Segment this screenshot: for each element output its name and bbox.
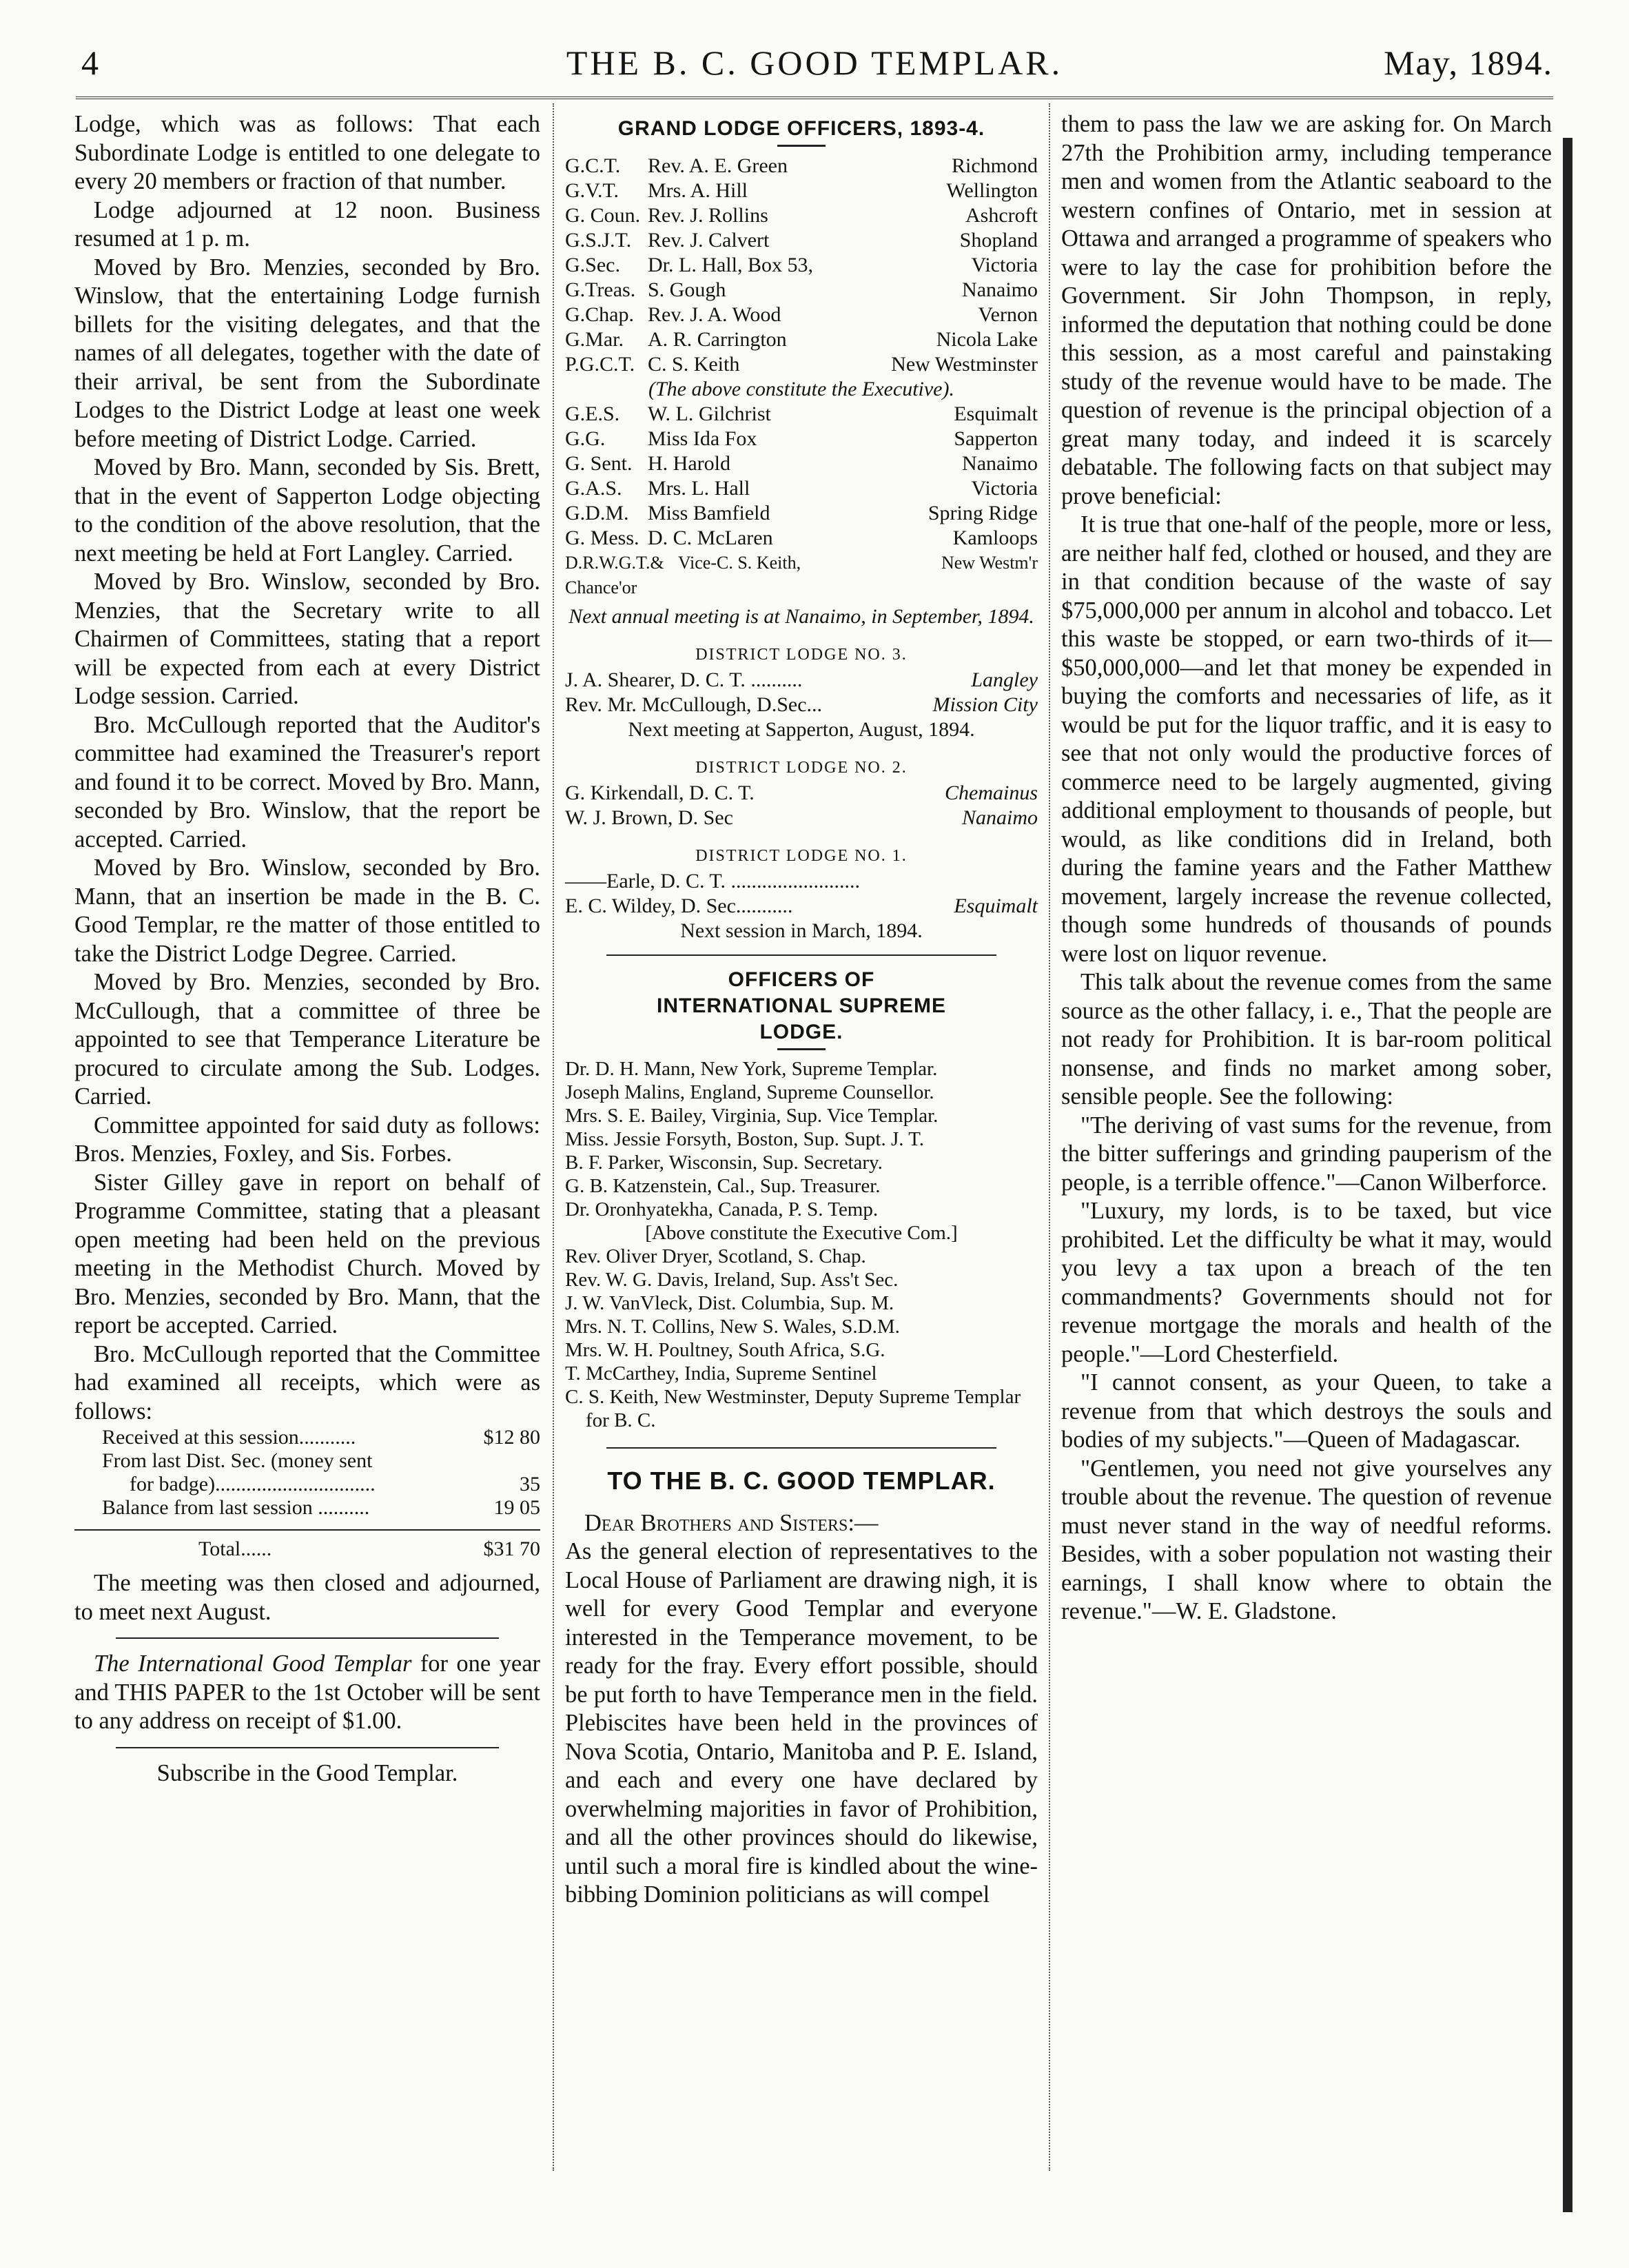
paragraph: It is true that one-half of the people, more or less, are neither half fed, clothed or housed, and they are in that condition because of the waste of say $75,000,000 per annum in alcohol and tobacco. Let this waste be stopped, or earn two-thirds of it—$50,000,000—and let that money be expended in buying the comforts and necessaries of life, as it would be put for the liquor traffic, and it is easy to see that not only would the productive forces of commerce need to be largely augmented, giving additional employment to thousands of people, but would, as like conditions did in Ireland, both during the famine years and the Father Matthew movement, largely increase the revenue collected, though some hundreds of thousands of pounds were lost on liquor revenue. xyxy=(1061,511,1552,967)
paragraph: Moved by Bro. Winslow, seconded by Bro. Menzies, that the Secretary write to all Chairmen of Committees, stating that a report will be expected from each at every District Lodge session. Carried. xyxy=(74,569,540,709)
divider xyxy=(606,1447,996,1449)
officer-place: Esquimalt xyxy=(954,402,1038,425)
officer-row xyxy=(565,806,1038,830)
officer-name: D. C. McLaren xyxy=(648,527,773,549)
officer-row xyxy=(565,253,1038,278)
quotation: "The deriving of vast sums for the revenue, from the bitter sufferings and grinding pauperism of the people, is a terrible offence."—Canon Wilberforce. xyxy=(1061,1112,1552,1196)
officer-row xyxy=(565,526,1038,551)
column-3 xyxy=(1061,110,1552,1626)
column-divider xyxy=(553,103,554,2171)
next-meeting-note: Next annual meeting is at Nanaimo, in September, 1894. xyxy=(568,605,1034,628)
column-1 xyxy=(74,110,540,1788)
officer-place: Kamloops xyxy=(952,527,1038,549)
officer-row xyxy=(565,668,1038,693)
officer-row xyxy=(565,278,1038,303)
officer-row xyxy=(565,352,1038,377)
officer-name: S. Gough xyxy=(648,278,726,301)
officer-row xyxy=(565,451,1038,476)
officer-name: A. R. Carrington xyxy=(648,328,787,351)
officer-title: G. Mess. xyxy=(565,527,639,549)
officer-name: H. Harold xyxy=(648,452,730,475)
officer-name: ——Earle, D. C. T. ......................... xyxy=(565,870,861,892)
letter-salutation: Dear Brothers and Sisters:— xyxy=(584,1509,879,1536)
district-2-list xyxy=(565,781,1038,830)
officer-row xyxy=(565,427,1038,451)
total-label: Total...... xyxy=(198,1537,272,1560)
receipt-label: Balance from last session .......... xyxy=(102,1496,370,1519)
page-number: 4 xyxy=(81,43,100,82)
receipt-row xyxy=(74,1449,540,1473)
officer-place: Esquimalt xyxy=(954,895,1038,917)
officer-place: Mission City xyxy=(932,693,1038,716)
isl-officer: Rev. Oliver Dryer, Scotland, S. Chap. xyxy=(565,1245,866,1267)
officer-row xyxy=(565,327,1038,352)
officer-row xyxy=(565,501,1038,526)
officer-name: J. A. Shearer, D. C. T. .......... xyxy=(565,668,803,691)
officer-place: Nanaimo xyxy=(962,278,1038,301)
masthead-title: THE B. C. GOOD TEMPLAR. xyxy=(566,43,1063,82)
officer-place: Richmond xyxy=(952,154,1038,177)
officer-place: Nanaimo xyxy=(961,806,1038,829)
officer-place: Spring Ridge xyxy=(928,502,1038,524)
header-rule xyxy=(76,96,1553,99)
paragraph: Moved by Bro. Winslow, seconded by Bro. Mann, that an insertion be made in the B. C. Good Templar, re the matter of those entitled to take the District Lodge Degree. Carried. xyxy=(74,855,540,967)
receipts-total xyxy=(74,1529,540,1561)
isl-officer: [Above constitute the Executive Com.] xyxy=(645,1222,958,1244)
isl-officer: J. W. VanVleck, Dist. Columbia, Sup. M. xyxy=(565,1292,894,1314)
officer-title: G.C.T. xyxy=(565,154,621,177)
officer-title: G.Sec. xyxy=(565,254,620,276)
receipt-amount: 35 xyxy=(520,1473,540,1495)
isl-officer: Mrs. W. H. Poultney, South Africa, S.G. xyxy=(565,1339,885,1361)
district-2-heading: DISTRICT LODGE NO. 2. xyxy=(695,759,908,777)
divider xyxy=(777,1048,826,1050)
officer-name: Rev. A. E. Green xyxy=(648,154,788,177)
officer-name: Rev. J. Calvert xyxy=(648,229,770,252)
page-header xyxy=(76,36,1553,91)
paragraph: Committee appointed for said duty as follows: Bros. Menzies, Foxley, and Sis. Forbes. xyxy=(74,1112,540,1167)
officer-title: G.Mar. xyxy=(565,328,624,351)
isl-heading: OFFICERS OF INTERNATIONAL SUPREME LODGE. xyxy=(657,968,946,1043)
officer-title: P.G.C.T. xyxy=(565,353,635,376)
isl-officer: Dr. Oronhyatekha, Canada, P. S. Temp. xyxy=(565,1198,879,1220)
officer-row xyxy=(565,551,1038,600)
isl-officer: T. McCarthey, India, Supreme Sentinel xyxy=(565,1362,877,1385)
officer-name: Rev. J. A. Wood xyxy=(648,303,781,326)
officer-row xyxy=(565,178,1038,203)
isl-officer: G. B. Katzenstein, Cal., Sup. Treasurer. xyxy=(565,1175,881,1197)
paragraph: Lodge adjourned at 12 noon. Business resumed at 1 p. m. xyxy=(74,196,540,252)
paragraph: Lodge, which was as follows: That each Subordinate Lodge is entitled to one delegate to every 20 members or fraction of that number. xyxy=(74,111,540,194)
isl-officers-list xyxy=(565,1057,1038,1432)
officer-row xyxy=(565,869,1038,894)
column-2 xyxy=(565,110,1038,1910)
officer-name: Mrs. A. Hill xyxy=(648,179,748,202)
officer-title: G. Sent. xyxy=(565,452,633,475)
officer-title: G.V.T. xyxy=(565,179,619,202)
officer-place: Sapperton xyxy=(954,427,1038,450)
quotation: "Luxury, my lords, is to be taxed, but vice prohibited. Let the difficulty be what it may, would you levy a tax upon a breach of the ten commandments? Governments should not for revenue mortgage the morals and health of the people."—Lord Chesterfield. xyxy=(1061,1198,1552,1367)
officer-name: G. Kirkendall, D. C. T. xyxy=(565,781,755,804)
quotation: "I cannot consent, as your Queen, to take a revenue from that which destroys the souls and bodies of my subjects."—Queen of Madagascar. xyxy=(1061,1369,1552,1453)
divider xyxy=(606,954,996,956)
paragraph: them to pass the law we are asking for. On March 27th the Prohibition army, including temperance men and women from the Atlantic seaboard to the western confines of Ontario, met in session at Ottawa and arranged a programme of speakers who were to lay the case for prohibition before the Government. Sir John Thompson, in reply, informed the deputation that nothing could be done this session, as a most careful and painstaking study of the revenue would have to be made. The question of revenue is the principal objection of a great many today, and indeed it is scarcely debatable. The following facts on that subject may prove beneficial: xyxy=(1061,111,1552,509)
officer-place: Wellington xyxy=(946,179,1038,202)
district-1-heading: DISTRICT LODGE NO. 1. xyxy=(695,847,908,865)
subscribe-notice: Subscribe in the Good Templar. xyxy=(156,1759,458,1786)
receipt-label: Received at this session........... xyxy=(102,1426,356,1449)
column-divider xyxy=(1049,103,1050,2171)
paragraph: This talk about the revenue comes from the same source as the other fallacy, i. e., That the people are not ready for Prohibition. It is bar-room political nonsense, and finds no market among sober, sensible people. See the following: xyxy=(1061,969,1552,1110)
isl-officer: B. F. Parker, Wisconsin, Sup. Secretary. xyxy=(565,1152,883,1174)
paragraph: Sister Gilley gave in report on behalf of Programme Committee, stating that a pleasant open meeting had been held on the previous meeting in the Methodist Church. Moved by Bro. Menzies, seconded by Bro. Mann, that the report be accepted. Carried. xyxy=(74,1169,540,1338)
officer-row xyxy=(565,476,1038,501)
issue-date: May, 1894. xyxy=(1384,43,1553,82)
officer-place: New Westm'r xyxy=(941,553,1038,573)
officer-name: W. L. Gilchrist xyxy=(648,402,771,425)
officer-row xyxy=(565,303,1038,327)
receipt-amount: $12 80 xyxy=(483,1426,540,1449)
district-3-heading: DISTRICT LODGE NO. 3. xyxy=(695,646,908,664)
officer-name: Rev. Mr. McCullough, D.Sec... xyxy=(565,693,823,716)
divider xyxy=(116,1747,499,1748)
advertisement xyxy=(74,1650,540,1736)
officer-name: Dr. L. Hall, Box 53, xyxy=(648,254,813,276)
letter-body: As the general election of representatives to the Local House of Parliament are drawing nigh, it is well for every Good Templar and everyone interested in the Temperance movement, to be ready for the fray. Every effort possible, should be put forth to have Temperance men in the field. Plebiscites have been held in the provinces of Nova Scotia, Ontario, Manitoba and P. E. Island, and each and every one have declared by overwhelming majorities in favor of Prohibition, and all the other provinces should do likewise, until such a moral fire is kindled about the wine-bibbing Dominion politicians as will compel xyxy=(565,1538,1038,1908)
receipt-label: From last Dist. Sec. (money sent xyxy=(102,1449,373,1472)
paragraph: Bro. McCullough reported that the Committee had examined all receipts, which were as follows: xyxy=(74,1340,540,1424)
letter-heading: TO THE B. C. GOOD TEMPLAR. xyxy=(607,1467,996,1495)
district-1-list xyxy=(565,869,1038,919)
isl-officer: Dr. D. H. Mann, New York, Supreme Templar. xyxy=(565,1058,938,1080)
paragraph: The meeting was then closed and adjourned, to meet next August. xyxy=(74,1570,540,1625)
receipt-row xyxy=(74,1473,540,1496)
officer-name: Miss Ida Fox xyxy=(648,427,757,450)
officer-place: Victoria xyxy=(971,254,1038,276)
officer-title: G.A.S. xyxy=(565,477,622,500)
officer-name: W. J. Brown, D. Sec xyxy=(565,806,733,829)
officer-place: Langley xyxy=(971,668,1038,691)
officer-title: G.E.S. xyxy=(565,402,620,425)
grand-officers-list xyxy=(565,154,1038,377)
officer-row xyxy=(565,781,1038,806)
paragraph: Moved by Bro. Menzies, seconded by Bro. Winslow, that the entertaining Lodge furnish billets for the visiting delegates, and that the names of all delegates, together with the date of their arrival, be sent from the Subordinate Lodges to the District Lodge at least one week before meeting of District Lodge. Carried. xyxy=(74,254,540,452)
divider xyxy=(116,1637,499,1639)
grand-officers-list-2 xyxy=(565,402,1038,600)
officer-title: G. Coun. xyxy=(565,204,641,227)
officer-name: Mrs. L. Hall xyxy=(648,477,750,500)
executive-note: (The above constitute the Executive). xyxy=(648,378,954,400)
ad-text: for one year and THIS PAPER to the 1st October will be sent to any address on receipt of $1.00. xyxy=(74,1651,540,1734)
officer-place: Ashcroft xyxy=(965,204,1038,227)
officer-title: D.R.W.G.T.& Vice-Chance'or xyxy=(565,553,717,597)
district-1-next: Next session in March, 1894. xyxy=(680,919,923,942)
receipt-label: for badge)............................... xyxy=(130,1473,376,1495)
officer-name: Rev. J. Rollins xyxy=(648,204,768,227)
divider xyxy=(777,145,826,147)
district-3-next: Next meeting at Sapperton, August, 1894. xyxy=(628,718,975,741)
isl-officer: Joseph Malins, England, Supreme Counsellor. xyxy=(565,1081,934,1103)
receipt-row xyxy=(74,1426,540,1449)
total-amount: $31 70 xyxy=(483,1537,540,1560)
receipts-table xyxy=(74,1426,540,1561)
isl-officer: Mrs. S. E. Bailey, Virginia, Sup. Vice Templar. xyxy=(565,1105,939,1127)
officer-row xyxy=(565,203,1038,228)
officer-name: C. S. Keith, xyxy=(717,553,801,573)
officer-title: G.G. xyxy=(565,427,606,450)
paragraph: Bro. McCullough reported that the Auditor's committee had examined the Treasurer's report and found it to be correct. Moved by Bro. Mann, seconded by Bro. Winslow, that the report be accepted. Carried. xyxy=(74,711,540,852)
officer-row xyxy=(565,154,1038,178)
grand-lodge-heading: GRAND LODGE OFFICERS, 1893-4. xyxy=(617,117,985,140)
ad-publication: The International Good Templar xyxy=(94,1651,412,1677)
officer-row xyxy=(565,228,1038,253)
officer-place: Chemainus xyxy=(945,781,1038,804)
officer-place: Vernon xyxy=(978,303,1038,326)
quotation: "Gentlemen, you need not give yourselves any trouble about the revenue. The question of revenue must never stand in the way of needful reforms. Besides, with a sober population not wasting their earnings, I shall know where to obtain the revenue."—W. E. Gladstone. xyxy=(1061,1455,1552,1624)
isl-officer: Miss. Jessie Forsyth, Boston, Sup. Supt. J. T. xyxy=(565,1128,925,1150)
isl-officer: Rev. W. G. Davis, Ireland, Sup. Ass't Sec. xyxy=(565,1269,899,1291)
officer-name: E. C. Wildey, D. Sec........... xyxy=(565,895,793,917)
officer-title: G.Chap. xyxy=(565,303,634,326)
receipt-amount: 19 05 xyxy=(493,1496,540,1519)
officer-title: G.S.J.T. xyxy=(565,229,632,252)
officer-place: Victoria xyxy=(971,477,1038,500)
officer-row xyxy=(565,693,1038,717)
binding-edge xyxy=(1563,138,1572,2212)
officer-row xyxy=(565,894,1038,919)
district-3-list xyxy=(565,668,1038,717)
paragraph: Moved by Bro. Mann, seconded by Sis. Brett, that in the event of Sapperton Lodge objecting to the condition of the above resolution, that the next meeting be held at Fort Langley. Carried. xyxy=(74,454,540,566)
isl-officer: Mrs. N. T. Collins, New S. Wales, S.D.M. xyxy=(565,1316,900,1338)
officer-place: Shopland xyxy=(959,229,1038,252)
paragraph: Moved by Bro. Menzies, seconded by Bro. McCullough, that a committee of three be appointed to see that Temperance Literature be procured to circulate among the Sub. Lodges. Carried. xyxy=(74,969,540,1110)
receipt-row xyxy=(74,1496,540,1520)
isl-officer: C. S. Keith, New Westminster, Deputy Supreme Templar for B. C. xyxy=(565,1386,1021,1431)
officer-title: G.Treas. xyxy=(565,278,636,301)
officer-title: G.D.M. xyxy=(565,502,629,524)
officer-place: Nicola Lake xyxy=(936,328,1038,351)
officer-place: New Westminster xyxy=(891,353,1038,376)
officer-row xyxy=(565,402,1038,427)
officer-name: C. S. Keith xyxy=(648,353,740,376)
officer-place: Nanaimo xyxy=(962,452,1038,475)
officer-name: Miss Bamfield xyxy=(648,502,770,524)
